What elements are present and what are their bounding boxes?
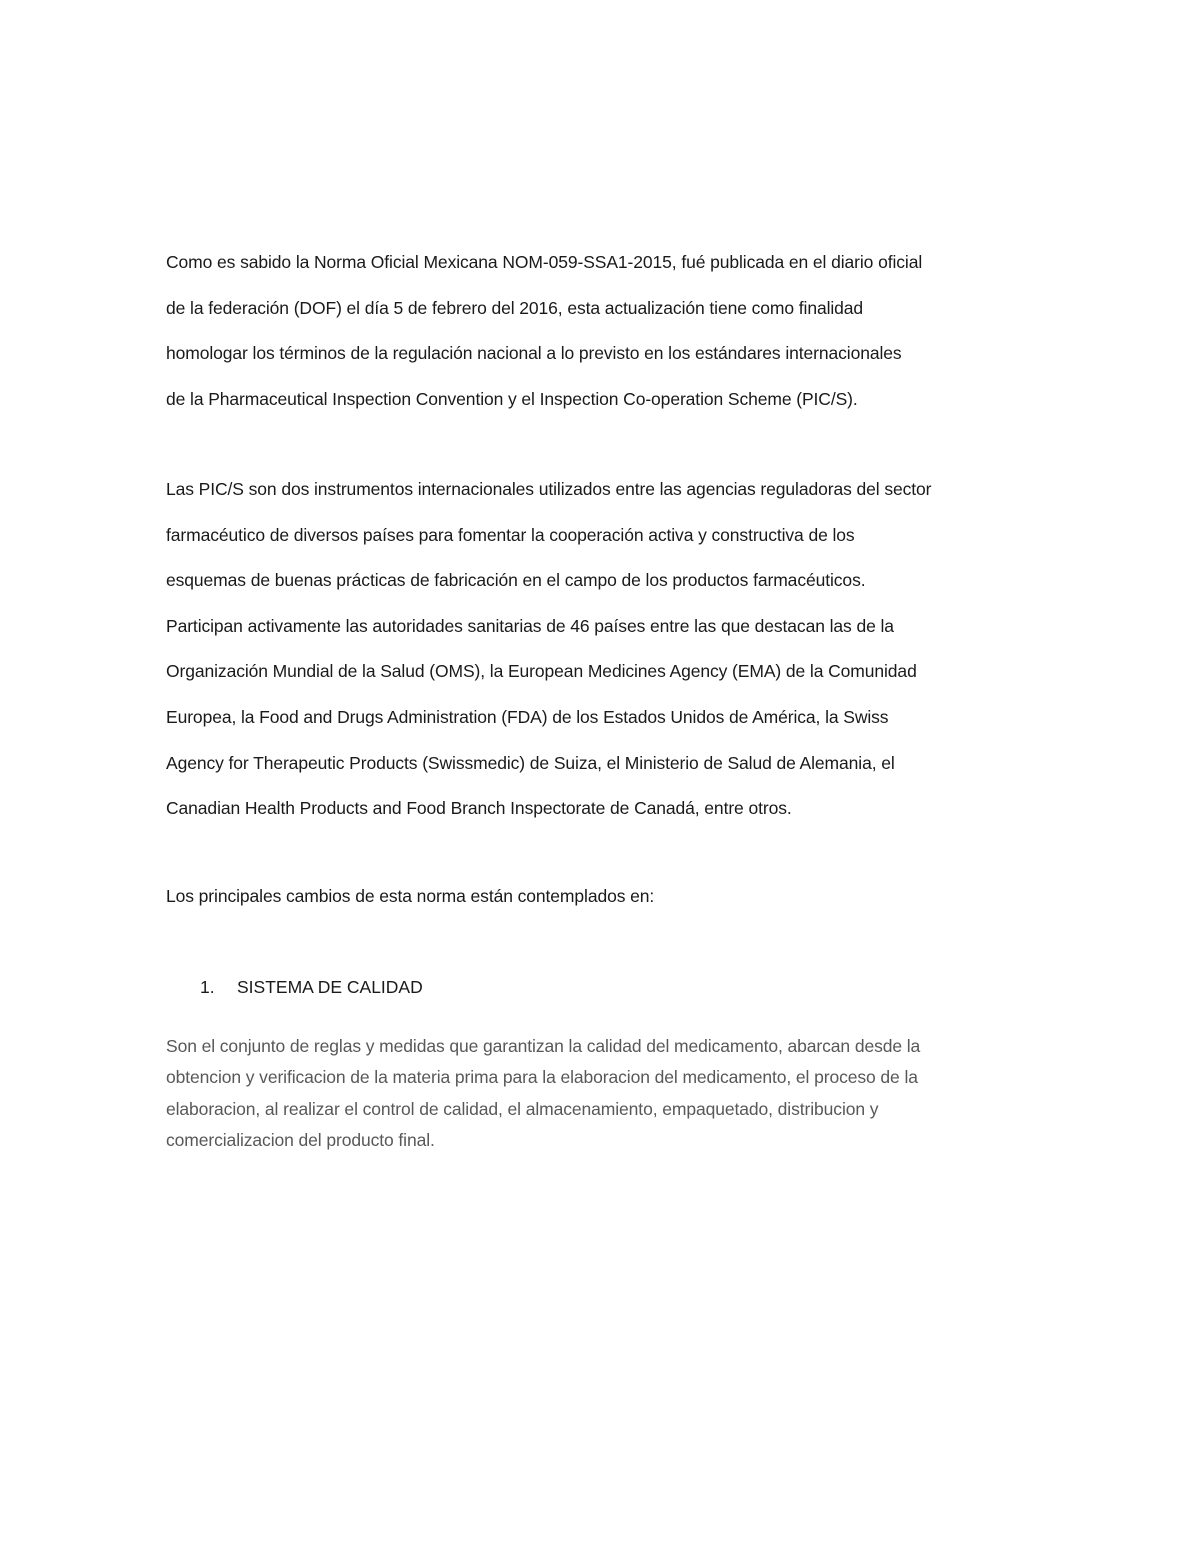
text-line: Agency for Therapeutic Products (Swissmedic) de Suiza, el Ministerio de Salud de Alemania, el [166, 752, 895, 773]
text-line: de la federación (DOF) el día 5 de febrero del 2016, esta actualización tiene como finalidad [166, 297, 864, 318]
text-line: esquemas de buenas prácticas de fabricación en el campo de los productos farmacéuticos. [166, 570, 866, 591]
text-line: Los principales cambios de esta norma están contemplados en: [166, 886, 655, 906]
text-line: Como es sabido la Norma Oficial Mexicana NOM-059-SSA1-2015, fué publicada en el diario oficial [166, 252, 923, 272]
text-line: elaboracion, al realizar el control de calidad, el almacenamiento, empaquetado, distribucion y [166, 1098, 879, 1119]
text-line: homologar los términos de la regulación nacional a lo previsto en los estándares internacionales [166, 343, 902, 364]
text-line: obtencion y verificacion de la materia prima para la elaboracion del medicamento, el proceso de la [166, 1067, 918, 1088]
text-line: Europea, la Food and Drugs Administration (FDA) de los Estados Unidos de América, la Swiss [166, 706, 889, 727]
text-line: Son el conjunto de reglas y medidas que garantizan la calidad del medicamento, abarcan desde la [166, 1036, 921, 1056]
text-line: Las PIC/S son dos instrumentos internacionales utilizados entre las agencias reguladoras del sector [166, 479, 932, 499]
paragraph-nom-059-intro [166, 251, 1046, 433]
text-line: Organización Mundial de la Salud (OMS), la European Medicines Agency (EMA) de la Comunidad [166, 661, 917, 682]
text-line: comercializacion del producto final. [166, 1129, 435, 1150]
paragraph-pics-description [166, 478, 1046, 843]
text-line: Participan activamente las autoridades sanitarias de 46 países entre las que destacan las de la [166, 615, 894, 636]
text-line: farmacéutico de diversos países para fomentar la cooperación activa y constructiva de los [166, 524, 855, 545]
text-line: de la Pharmaceutical Inspection Convention y el Inspection Co-operation Scheme (PIC/S). [166, 388, 858, 409]
list-item [200, 977, 423, 998]
list-number: 1. [200, 977, 215, 997]
paragraph-quality-system [166, 1035, 1046, 1160]
list-label: SISTEMA DE CALIDAD [237, 977, 423, 997]
paragraph-main-changes [166, 886, 1046, 907]
text-line: Canadian Health Products and Food Branch Inspectorate de Canadá, entre otros. [166, 798, 792, 819]
